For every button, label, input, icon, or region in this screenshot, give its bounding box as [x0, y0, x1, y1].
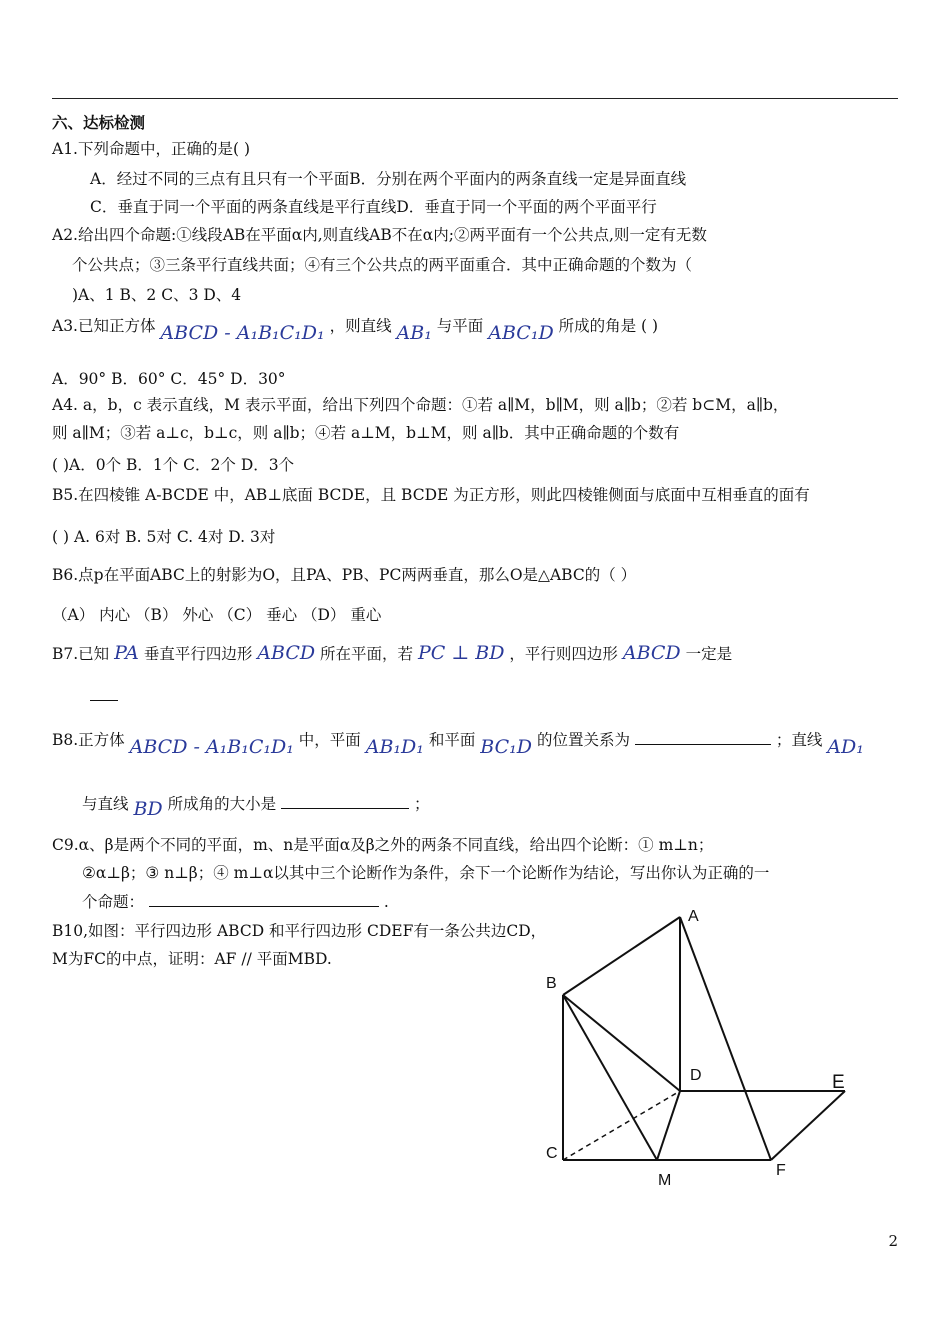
b8-plane1-expr: AB₁D₁	[365, 736, 424, 758]
a1-options-cd: C．垂直于同一个平面的两条直线是平行直线D．垂直于同一个平面的两个平面平行	[90, 198, 657, 216]
b8-cube-expr: ABCD - A₁B₁C₁D₁	[129, 736, 294, 758]
a3-text-post: 所成的角是 ( )	[558, 317, 659, 335]
b7-answer-blank	[90, 684, 118, 707]
b7-text-mid1: 垂直平行四边形	[143, 645, 253, 663]
c9-l3-end: .	[383, 893, 389, 911]
b7-abcd-expr-2: ABCD	[622, 642, 681, 664]
b8-line-expr: AD₁	[827, 736, 864, 758]
c9-line-2: ②α⊥β；③ n⊥β；④ m⊥α以其中三个论断作为条件，余下一个论断作为结论，写出你认为正确的一	[82, 864, 770, 882]
edge-md	[657, 1091, 680, 1160]
edge-cd-hidden	[563, 1091, 680, 1160]
label-d: D	[690, 1067, 702, 1084]
b8-blank-1	[635, 728, 771, 745]
label-b: B	[546, 975, 557, 992]
edge-ef	[771, 1091, 845, 1160]
b8-text-mid3: 的位置关系为	[536, 731, 630, 749]
c9-line-1: C9.α、β是两个不同的平面，m、n是平面α及β之外的两条不同直线，给出四个论断：① m⊥n；	[52, 836, 714, 854]
top-rule	[52, 98, 898, 99]
b7-stem	[52, 642, 732, 665]
a2-options: )A、1 B、2 C、3 D、4	[72, 286, 242, 304]
b6-options: （A） 内心 （B） 外心 （C） 垂心 （D） 重心	[52, 606, 382, 624]
b8-l2-end: ；	[413, 795, 430, 813]
b7-text-mid2: 所在平面，若	[320, 645, 414, 663]
a3-text-mid2: 与平面	[436, 317, 484, 335]
b8-l2-post: 所成角的大小是	[167, 795, 277, 813]
label-m: M	[658, 1172, 672, 1189]
b10-line-2: M为FC的中点，证明：AF // 平面MBD.	[52, 950, 332, 968]
a3-text-mid1: ，则直线	[329, 317, 392, 335]
b8-blank-2	[281, 792, 409, 809]
geometry-figure	[530, 900, 860, 1200]
a2-line-1: A2.给出四个命题:①线段AB在平面α内,则直线AB不在α内;②两平面有一个公共点,则一定有无数	[52, 226, 707, 244]
edge-ba	[563, 917, 680, 995]
edge-bm	[563, 995, 657, 1160]
label-e: E	[832, 1072, 845, 1093]
b7-text-post: 一定是	[685, 645, 733, 663]
a4-options: ( )A．0个 B．1个 C．2个 D．3个	[52, 456, 295, 474]
a3-options: A．90° B．60° C．45° D．30°	[52, 370, 286, 388]
c9-blank	[149, 890, 379, 907]
b8-text-mid2: 和平面	[428, 731, 476, 749]
a3-stem	[52, 314, 659, 344]
b8-stem	[52, 728, 864, 758]
a4-line-1: A4. a，b，c 表示直线，M 表示平面，给出下列四个命题：①若 a∥M，b∥M，则 a∥b；②若 b⊂M，a∥b，	[52, 396, 789, 414]
c9-l3-text: 个命题：	[82, 893, 145, 911]
b7-pa-expr: PA	[114, 642, 139, 664]
a4-line-2: 则 a∥M；③若 a⊥c，b⊥c，则 a∥b；④若 a⊥M，b⊥M，则 a∥b．其中正确命题的个数有	[52, 424, 680, 442]
b8-bd-expr: BD	[133, 798, 163, 820]
b8-text-pre: B8.正方体	[52, 731, 125, 749]
b10-line-1: B10,如图：平行四边形 ABCD 和平行四边形 CDEF有一条公共边CD，	[52, 922, 547, 940]
a1-options-ab: A．经过不同的三点有且只有一个平面B．分别在两个平面内的两条直线一定是异面直线	[90, 170, 687, 188]
edge-bd	[563, 995, 680, 1091]
a2-line-2: 个公共点；③三条平行直线共面；④有三个公共点的两平面重合．其中正确命题的个数为（	[72, 256, 693, 274]
b8-text-mid4: ；直线	[775, 731, 823, 749]
label-a: A	[688, 908, 699, 925]
edge-af	[680, 917, 771, 1160]
a3-text-pre: A3.已知正方体	[52, 317, 156, 335]
b7-abcd-expr: ABCD	[257, 642, 316, 664]
c9-line-3	[82, 890, 389, 913]
b5-options: ( ) A. 6对 B. 5对 C. 4对 D. 3对	[52, 528, 276, 546]
section-heading: 六、达标检测	[52, 113, 146, 132]
label-c: C	[546, 1145, 558, 1162]
a3-cube-expr: ABCD - A₁B₁C₁D₁	[160, 322, 325, 344]
b8-l2-pre: 与直线	[82, 795, 129, 813]
b8-text-mid1: 中，平面	[298, 731, 361, 749]
b5-line-1: B5.在四棱锥 A-BCDE 中，AB⊥底面 BCDE，且 BCDE 为正方形，则此四棱锥侧面与底面中互相垂直的面有	[52, 486, 810, 504]
b8-plane2-expr: BC₁D	[480, 736, 532, 758]
a3-line-expr: AB₁	[396, 322, 432, 344]
label-f: F	[776, 1162, 786, 1179]
b8-line-2	[82, 792, 430, 820]
a3-plane-expr: ABC₁D	[488, 322, 554, 344]
a1-stem: A1.下列命题中，正确的是( )	[52, 140, 251, 158]
b7-text-mid3: ，平行则四边形	[509, 645, 618, 663]
page-number: 2	[888, 1232, 898, 1250]
b7-perp-expr: PC ⊥ BD	[417, 642, 505, 664]
b7-text-pre: B7.已知	[52, 645, 110, 663]
b6-stem: B6.点p在平面ABC上的射影为O，且PA、PB、PC两两垂直，那么O是△ABC的（ ）	[52, 566, 637, 584]
